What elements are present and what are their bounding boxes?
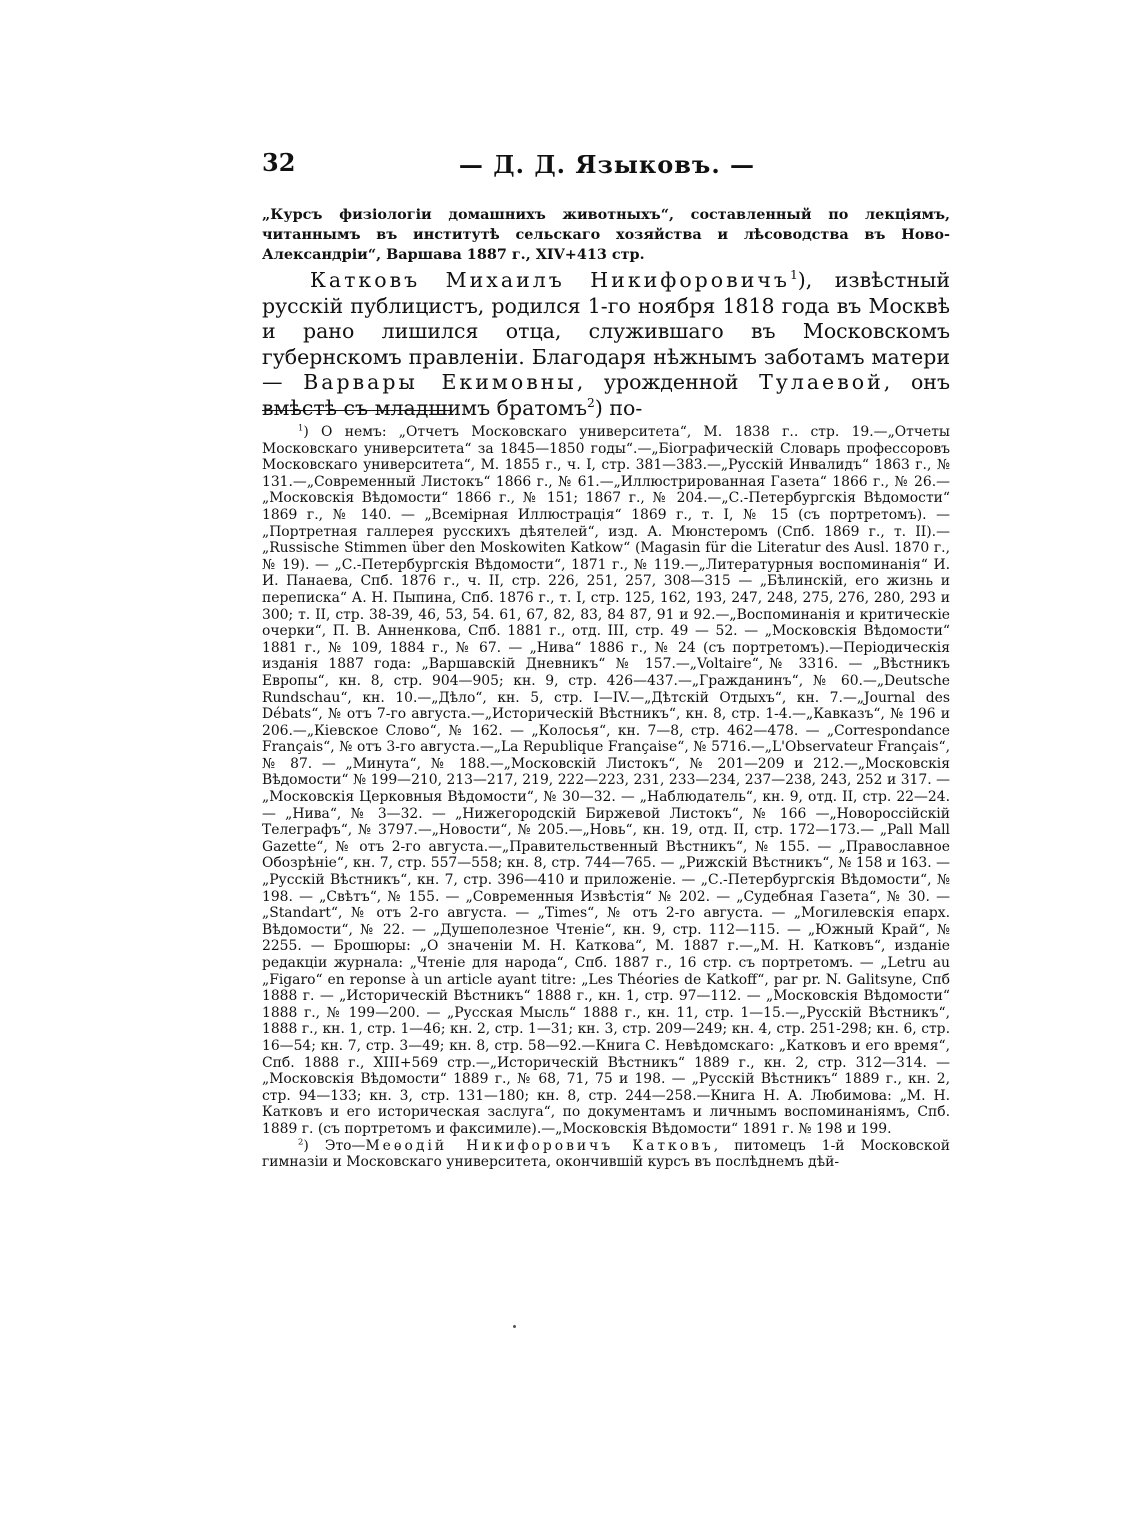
footnote-1-marker: 1 bbox=[298, 422, 304, 433]
entry-text-2: , урожденной bbox=[576, 370, 760, 394]
page-number: 32 bbox=[262, 148, 296, 177]
footnote-ref-1: 1 bbox=[789, 268, 798, 283]
entry-maiden-name: Тулаевой bbox=[759, 370, 884, 394]
main-entry bbox=[262, 268, 950, 421]
footnote-2 bbox=[262, 1135, 951, 1171]
footnote-2-pre: ) Это— bbox=[303, 1137, 366, 1154]
footnote-1-text: ) О немъ: „Отчетъ Московскаго университета“, М. 1838 г.. стр. 19.—„Отчеты Московскаго университета“ за 1845—1850 годы“.—„Біографическій Словарь профессоровъ Московскаго университета“, М. 1855 г., ч. I, стр. 381—383.—„Русскій Инвалидъ“ 1863 г., № 131.—„Современный Листокъ“ 1866 г., № 61.—„Иллюстрированная Газета“ 1866 г., № 26.—„Московскія Вѣдомости“ 1866 г., № 151; 1867 г., № 204.—„С.-Петербургскія Вѣдомости“ 1869 г., № 140. — „Всемірная Иллюстрація“ 1869 г., т. I, № 15 (съ портретомъ). — „Портретная галлерея русскихъ дѣятелей“, изд. А. Мюнстеромъ (Спб. 1869 г., т. II).—„Russische Stimmen über den Moskowiten Katkow“ (Magasin für die Literatur des Ausl. 1870 г., № 19). — „С.-Петербургскія Вѣдомости“, 1871 г., № 119.—„Литературныя воспоминанія“ И. И. Панаева, Спб. 1876 г., ч. II, стр. 226, 251, 257, 308—315 — „Бѣлинскій, его жизнь и переписка“ А. Н. Пыпина, Спб. 1876 г., т. I, стр. 125, 162, 193, 247, 248, 275, 276, 280, 293 и 300; т. II, стр. 38-39, 46, 53, 54. 61, 67, 82, 83, 84 87, 91 и 92.—„Воспоминанія и критическіе очерки“, П. В. Анненкова, Спб. 1881 г., отд. III, стр. 49 — 52. — „Московскія Вѣдомости“ 1881 г., № 109, 1884 г., № 67. — „Нива“ 1886 г., № 24 (съ портретомъ).—Періодическія изданія 1887 года: „Варшавскій Дневникъ“ № 157.—„Voltaire“,№ 3316. — „Вѣстникъ Европы“, кн. 8, стр. 904—905; кн. 9, стр. 426—437.—„Гражданинъ“, № 60.—„Deutsche Rundschau“, кн. 10.—„Дѣло“, кн. 5, стр. I—IV.—„Дѣтскій Отдыхъ“, кн. 7.—„Journal des Débats“, № отъ 7-го августа.—„Историческій Вѣстникъ“, кн. 8, стр. 1-4.—„Кавказъ“, № 196 и 206.—„Кіевское Слово“, № 162. — „Колосья“, кн. 7—8, стр. 462—478. — „Correspondance Français“, № отъ 3-го августа.—„La Republique Française“, № 5716.—„L'Observateur Français“, № 87. — „Минута“, № 188.—„Московскій Листокъ“, № 201—209 и 212.—„Московскія Вѣдомости“ № 199—210, 213—217, 219, 222—223, 231, 233—234, 237—238, 243, 252 и 317. — „Московскія Церковныя Вѣдомости“, № 30—32. — „Наблюдатель“, кн. 9, отд. II, стр. 22—24. — „Нива“, № 3—32. — „Нижегородскій Биржевой Листокъ“, № 166 —„Новороссійскій Телеграфъ“, № 3797.—„Новости“, № 205.—„Новь“, кн. 19, отд. II, стр. 172—173.— „Pall Mall Gazette“, № отъ 2-го августа.—„Правительственный Вѣстникъ“, № 155. — „Православное Обозрѣніе“, кн. 7, стр. 557—558; кн. 8, стр. 744—765. — „Рижскій Вѣстникъ“, № 158 и 163. — „Русскій Вѣстникъ“, кн. 7, стр. 396—410 и приложеніе. — „С.-Петербургскія Вѣдомости“, № 198. — „Свѣтъ“, № 155. — „Современныя Извѣстія“ № 202. — „Судебная Газета“, № 30. — „Standart“, № отъ 2-го августа. — „Times“, № отъ 2-го августа. — „Могилевскія епарх. Вѣдомости“, № 22. — „Душеполезное Чтеніе“, кн. 9, стр. 112—115. — „Южный Край“, № 2255. — Брошюры: „О значеніи М. Н. Каткова“, М. 1887 г.—„М. Н. Катковъ“, изданіе редакціи журнала: „Чтеніе для народа“, Спб. 1887 г., 16 стр. съ портретомъ. — „Letru au „Figaro“ en reponse à un article ayant titre: „Les Théories de Katkoff“, par pr. N. Galitsyne, Спб 1888 г. — „Историческій Вѣстникъ“ 1888 г., кн. 1, стр. 97—112. — „Московскія Вѣдомости“ 1888 г., № 199—200. — „Русская Мысль“ 1888 г., кн. 11, стр. 1—15.—„Русскій Вѣстникъ“, 1888 г., кн. 1, стр. 1—46; кн. 2, стр. 1—31; кн. 3, стр. 209—249; кн. 4, стр. 251-298; кн. 6, стр. 16—54; кн. 7, стр. 3—49; кн. 8, стр. 58—92.—Книга С. Невѣдомскаго: „Катковъ и его время“, Спб. 1888 г., XIII+569 стр.—„Историческій Вѣстникъ“ 1889 г., кн. 2, стр. 312—314. — „Московскія Вѣдомости“ 1889 г., № 68, 71, 75 и 198. — „Русскій Вѣстникъ“ 1889 г., кн. 2, стр. 94—133; кн. 3, стр. 131—180; кн. 8, стр. 244—258.—Книга Н. А. Любимова: „М. Н. Катковъ и его историческая заслуга“, по документамъ и личнымъ воспоминаніямъ, Спб. 1889 г. (съ портретомъ и факсимиле).—„Московскія Вѣдомости“ 1891 г. № 198 и 199. bbox=[262, 424, 950, 1137]
continuation-text: „Курсъ физіологіи домашнихъ животныхъ“, составленный по лекціямъ, читаннымъ въ институтѣ сельскаго хозяйства и лѣсоводства въ Ново-Александріи“, Варшава 1887 г., XIV+413 стр. bbox=[262, 206, 950, 263]
footnote-2-marker: 2 bbox=[298, 1135, 304, 1146]
entry-text-4: ) по- bbox=[594, 395, 643, 420]
footnote-1 bbox=[262, 424, 950, 1138]
footnotes bbox=[262, 424, 950, 1171]
entry-name: Катковъ Михаилъ Никифоровичъ bbox=[310, 268, 790, 292]
running-head: — Д. Д. Языковъ. — bbox=[458, 150, 756, 179]
footnote-rule bbox=[262, 410, 452, 411]
footnote-ref-2: 2 bbox=[587, 395, 595, 410]
entry-text-1: ), извѣстный русскій публицистъ, родился 1-го ноября 1818 года въ Москвѣ и рано лишился отца, служившаго въ Московскомъ губернскомъ правленіи. Благодаря нѣжнымъ заботамъ матери — bbox=[262, 268, 950, 394]
entry-text-3: , онъ вмѣстѣ съ младшимъ братомъ bbox=[262, 370, 950, 420]
entry-mother: Варвары Екимовны bbox=[303, 370, 577, 394]
footnote-2-text: , питомецъ 1-й Московской гимназіи и Московскаго университета, окончившій курсъ въ послѣднемъ дѣй- bbox=[262, 1137, 951, 1171]
page-header bbox=[262, 148, 952, 188]
footnote-2-name: Меѳодій Никифоровичъ Катковъ bbox=[365, 1137, 714, 1154]
scan-speck bbox=[513, 1325, 516, 1328]
